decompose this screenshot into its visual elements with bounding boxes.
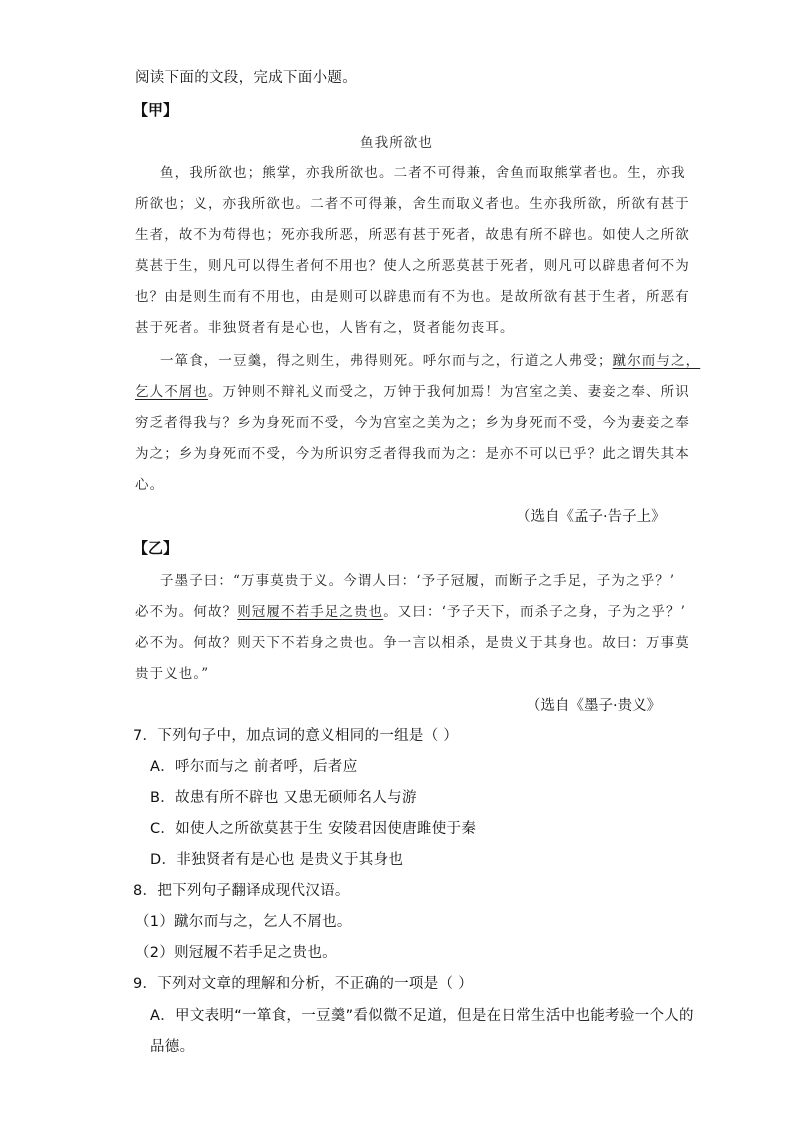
- passage-jia-source: （选自《孟子·告子上》: [516, 509, 666, 525]
- question-9-option-a-cont: 品德。: [150, 1039, 195, 1055]
- passage-line: [135, 600, 686, 620]
- passage-line: 所欲也；义，亦我所欲也。二者不可得兼，舍生而取义者也。生亦我所欲，所欲有甚于: [135, 196, 690, 212]
- passage-text: 必不为。何故？: [135, 604, 238, 620]
- passage-line: 子墨子曰：“万事莫贵于义。今谓人曰：‘予子冠履，而断子之手足，子为之乎？’: [160, 573, 676, 589]
- passage-line: [135, 380, 690, 400]
- question-9-option-a: A．甲文表明“一箪食，一豆羹”看似微不足道，但是在日常生活中也能考验一个人的: [150, 1008, 694, 1024]
- passage-jia-title: 鱼我所欲也: [360, 135, 433, 151]
- passage-line: 鱼，我所欲也；熊掌，亦我所欲也。二者不可得兼，舍鱼而取熊掌者也。生，亦我: [160, 165, 686, 181]
- passage-line: 贵于义也。”: [135, 666, 210, 682]
- underlined-sentence: 则冠履不若手足之贵也: [237, 604, 384, 620]
- intro-text: 阅读下面的文段，完成下面小题。: [135, 70, 357, 86]
- passage-line: 甚于死者。非独贤者有是心也，人皆有之，贤者能勿丧耳。: [135, 320, 515, 336]
- passage-line: 生者，故不为苟得也；死亦我所恶，所恶有甚于死者，故患有所不辟也。如使人之所欲: [135, 227, 690, 243]
- passage-yi-label: 【乙】: [133, 539, 179, 557]
- underlined-sentence: 乞人不屑也: [135, 384, 208, 400]
- passage-jia-label: 【甲】: [133, 101, 179, 119]
- passage-line: 为之；乡为身死而不受，今为所识穷乏者得我而为之：是亦不可以已乎？此之谓失其本: [135, 446, 690, 462]
- passage-line: 必不为。何故？则天下不若身之贵也。争一言以相杀，是贵义于其身也。故曰：万事莫: [135, 635, 690, 651]
- question-7-option-d: D．非独贤者有是心也 是贵义于其身也: [150, 852, 404, 868]
- passage-line: 也？由是则生而有不用也，由是则可以辟患而有不为也。是故所欲有甚于生者，所恶有: [135, 289, 690, 305]
- question-9-stem: 9．下列对文章的理解和分析，不正确的一项是（ ）: [133, 976, 474, 992]
- passage-line: 心。: [135, 477, 165, 493]
- question-7-stem: 7．下列句子中，加点词的意义相同的一组是（ ）: [133, 728, 459, 744]
- question-7-option-b: B．故患有所不辟也 又患无硕师名人与游: [150, 790, 417, 806]
- question-8-stem: 8．把下列句子翻译成现代汉语。: [133, 883, 350, 899]
- passage-line: [160, 349, 700, 369]
- question-7-option-a: A．呼尔而与之 前者呼，后者应: [150, 759, 358, 775]
- question-8-item-2: （2）则冠履不若手足之贵也。: [135, 945, 337, 961]
- passage-text: 。万钟则不辩礼义而受之，万钟于我何加焉！为宫室之美、妻妾之奉、所识: [208, 384, 690, 400]
- passage-text: 一箪食，一豆羹，得之则生，弗得则死。呼尔而与之，行道之人弗受；: [160, 353, 613, 369]
- passage-line: 穷乏者得我与？乡为身死而不受，今为宫室之美为之；乡为身死而不受，今为妻妾之奉: [135, 415, 690, 431]
- question-7-option-c: C．如使人之所欲莫甚于生 安陵君因使唐雎使于秦: [150, 821, 477, 837]
- passage-yi-source: （选自《墨子·贵义》: [526, 698, 662, 714]
- passage-text: 。又曰：‘予子天下，而杀子之身，子为之乎？’: [383, 604, 686, 620]
- passage-line: 莫甚于生，则凡可以得生者何不用也？使人之所恶莫甚于死者，则凡可以辟患者何不为: [135, 258, 690, 274]
- question-8-item-1: （1）蹴尔而与之，乞人不屑也。: [135, 914, 352, 930]
- underlined-sentence: 蹴尔而与之，: [612, 353, 701, 369]
